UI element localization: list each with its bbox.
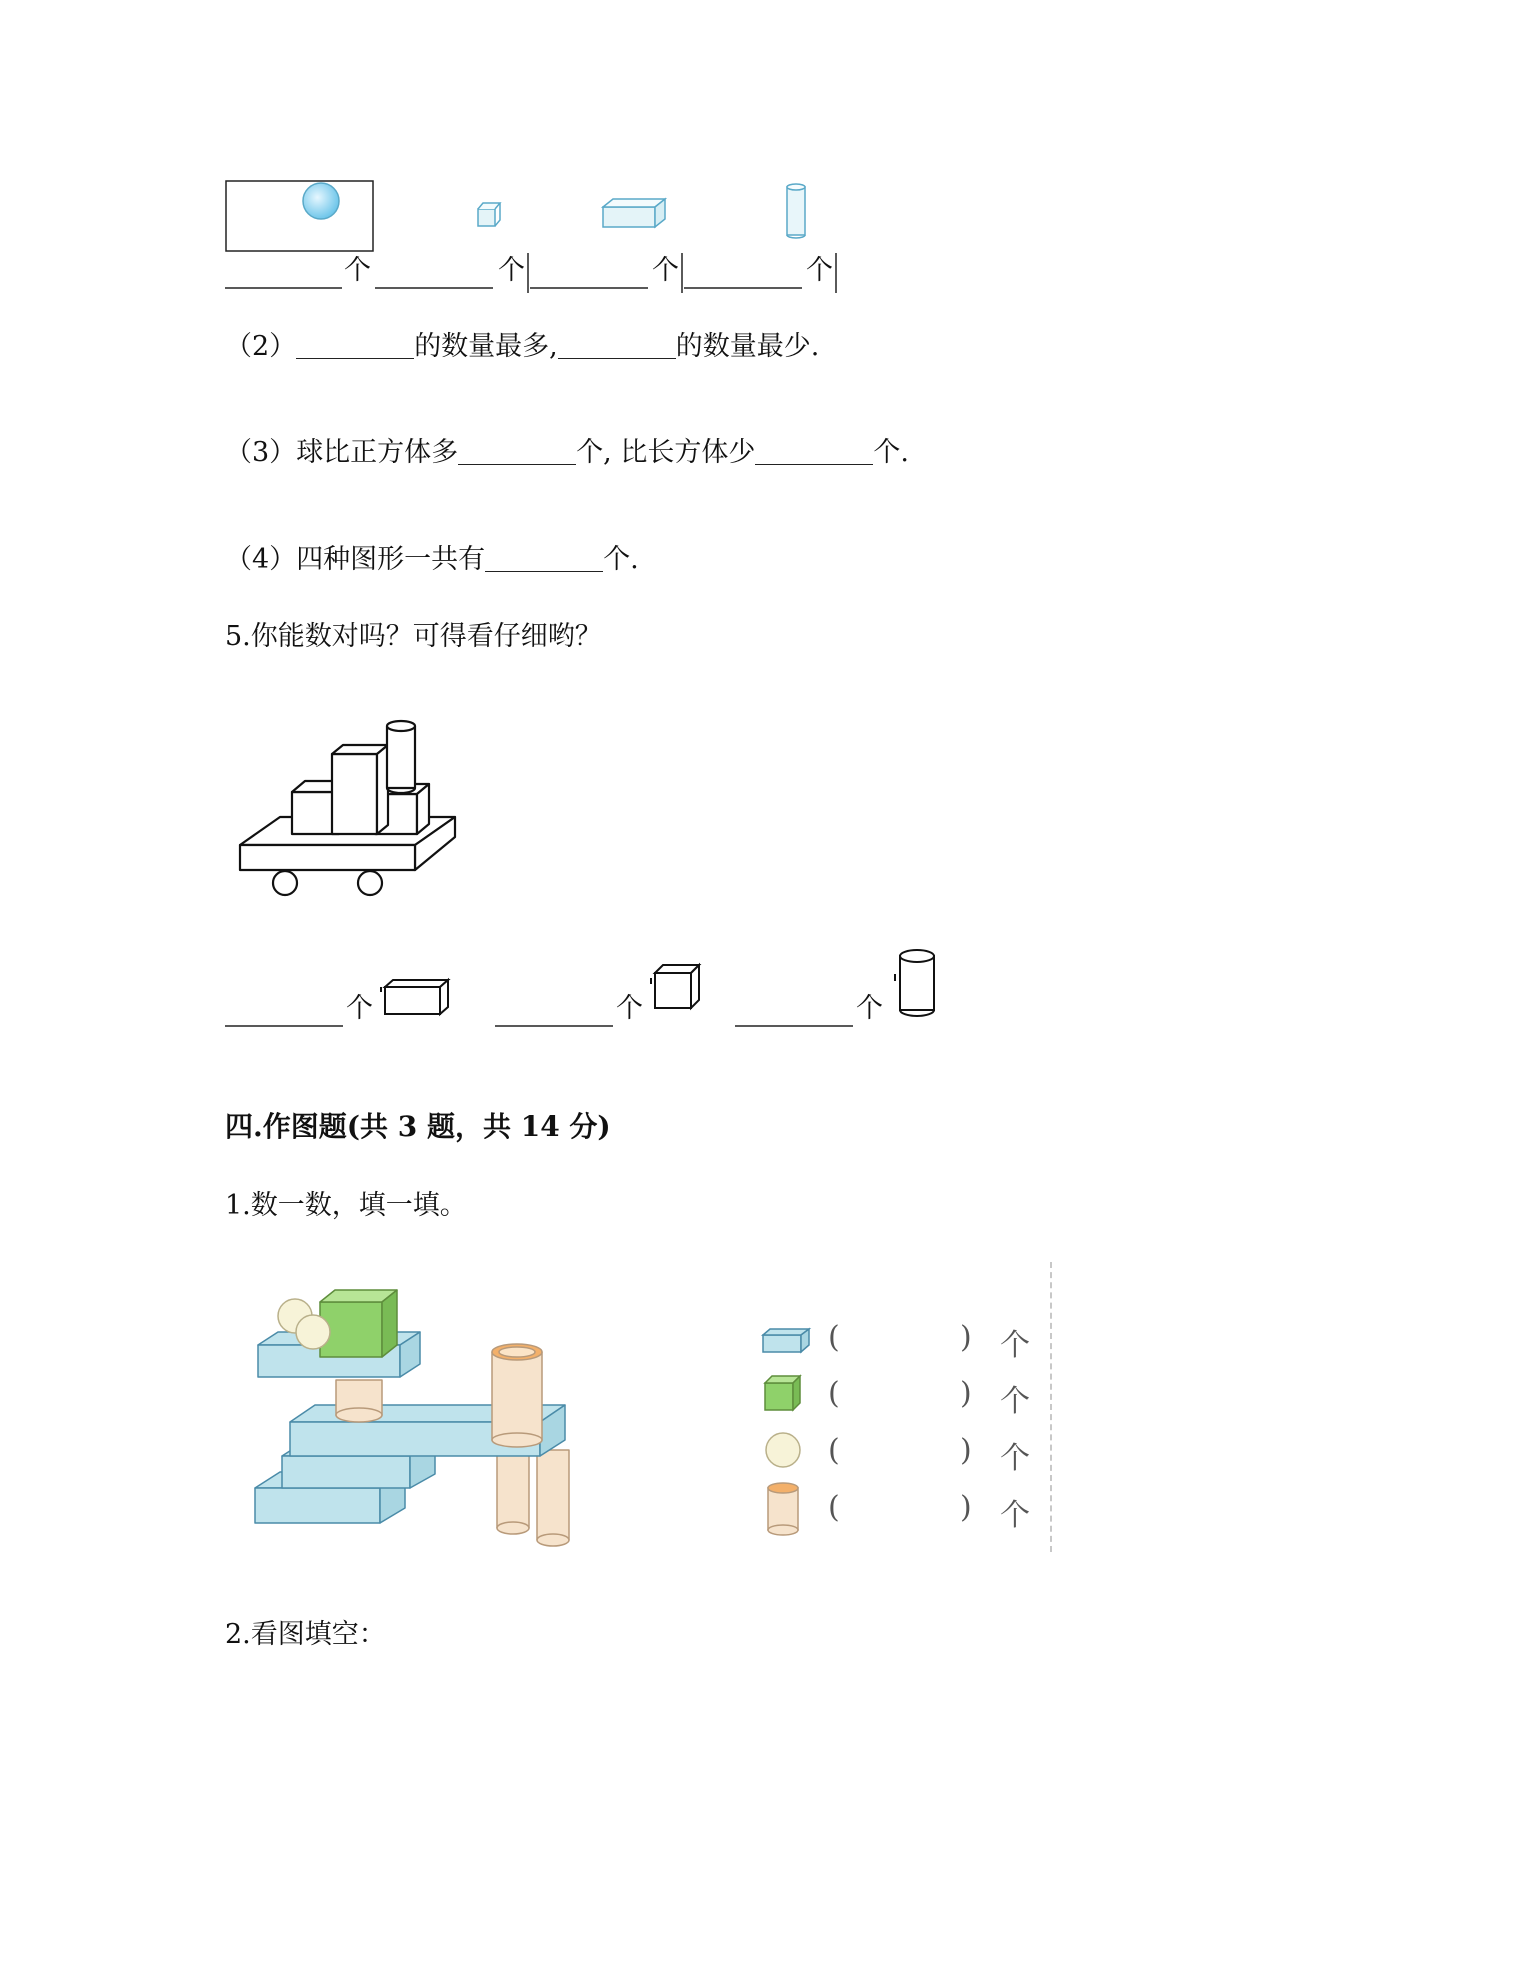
question-number: （2）: [225, 331, 297, 362]
open-paren: (: [828, 1490, 840, 1525]
unit-label: 个: [1000, 1441, 1030, 1476]
q4-part3: [225, 436, 909, 470]
question-number: （3）: [225, 437, 297, 468]
blocks-figure: [230, 1250, 610, 1550]
unit-label: 个: [1000, 1328, 1030, 1363]
open-paren: (: [828, 1320, 840, 1355]
cuboid-icon: [381, 980, 448, 1014]
close-paren: ): [960, 1320, 972, 1355]
s4q1-fill-table: [760, 1318, 1060, 1548]
answer-blank[interactable]: [458, 436, 576, 465]
cuboid-icon: [763, 1329, 809, 1352]
s4q1-icons: [760, 1318, 820, 1548]
cylinder-icon: [895, 950, 934, 1016]
question-number: （4）: [225, 544, 297, 575]
question-text: 球比正方体多: [296, 437, 459, 468]
unit-label: 个: [616, 993, 643, 1024]
answer-blank[interactable]: [485, 543, 603, 572]
q4-shapes: [225, 175, 875, 295]
unit-label: 个: [856, 993, 883, 1024]
close-paren: ): [960, 1376, 972, 1411]
unit-label: 个: [1000, 1384, 1030, 1419]
open-paren: (: [828, 1433, 840, 1468]
q5-answer-shapes: [225, 950, 965, 1040]
q5-title: 5.你能数对吗？可得看仔细哟？: [225, 621, 602, 652]
close-paren: ): [960, 1490, 972, 1525]
sphere-icon: [766, 1433, 800, 1467]
unit-label: 个: [652, 255, 679, 286]
answer-blank[interactable]: [296, 330, 414, 359]
close-paren: ): [960, 1433, 972, 1468]
cube-icon: [651, 965, 699, 1008]
unit-label: 个: [344, 255, 371, 286]
unit-label: 个: [806, 255, 833, 286]
q4-part2: [225, 330, 819, 364]
answer-blank[interactable]: [755, 436, 873, 465]
unit-label: 个: [346, 993, 373, 1024]
answer-blank[interactable]: [558, 330, 676, 359]
unit-label: 个: [498, 255, 525, 286]
cylinder-icon: [787, 184, 805, 238]
dashed-edge: [1050, 1262, 1052, 1552]
sphere-icon: [303, 183, 339, 219]
cylinder-icon: [768, 1483, 798, 1535]
question-text: 的数量最少.: [675, 331, 820, 362]
cube-icon: [765, 1376, 800, 1410]
q5-answer-row: [225, 950, 965, 1040]
cuboid-icon: [603, 199, 665, 227]
s4q2-title: 2.看图填空：: [225, 1619, 386, 1650]
q4-shape-row: [225, 175, 875, 295]
open-paren: (: [828, 1376, 840, 1411]
cube-icon: [478, 203, 500, 226]
question-text: 的数量最多,: [414, 331, 558, 362]
q4-part4: [225, 543, 639, 577]
cart-figure: [235, 720, 465, 905]
question-text: 个.: [603, 544, 639, 575]
section-heading: 四.作图题(共 3 题，共 14 分): [225, 1110, 611, 1143]
question-text: 个.: [873, 437, 909, 468]
unit-label: 个: [1000, 1498, 1030, 1533]
question-text: 四种图形一共有: [296, 544, 486, 575]
question-text: 个, 比长方体少: [576, 437, 756, 468]
s4q1-title: 1.数一数，填一填。: [225, 1190, 467, 1221]
